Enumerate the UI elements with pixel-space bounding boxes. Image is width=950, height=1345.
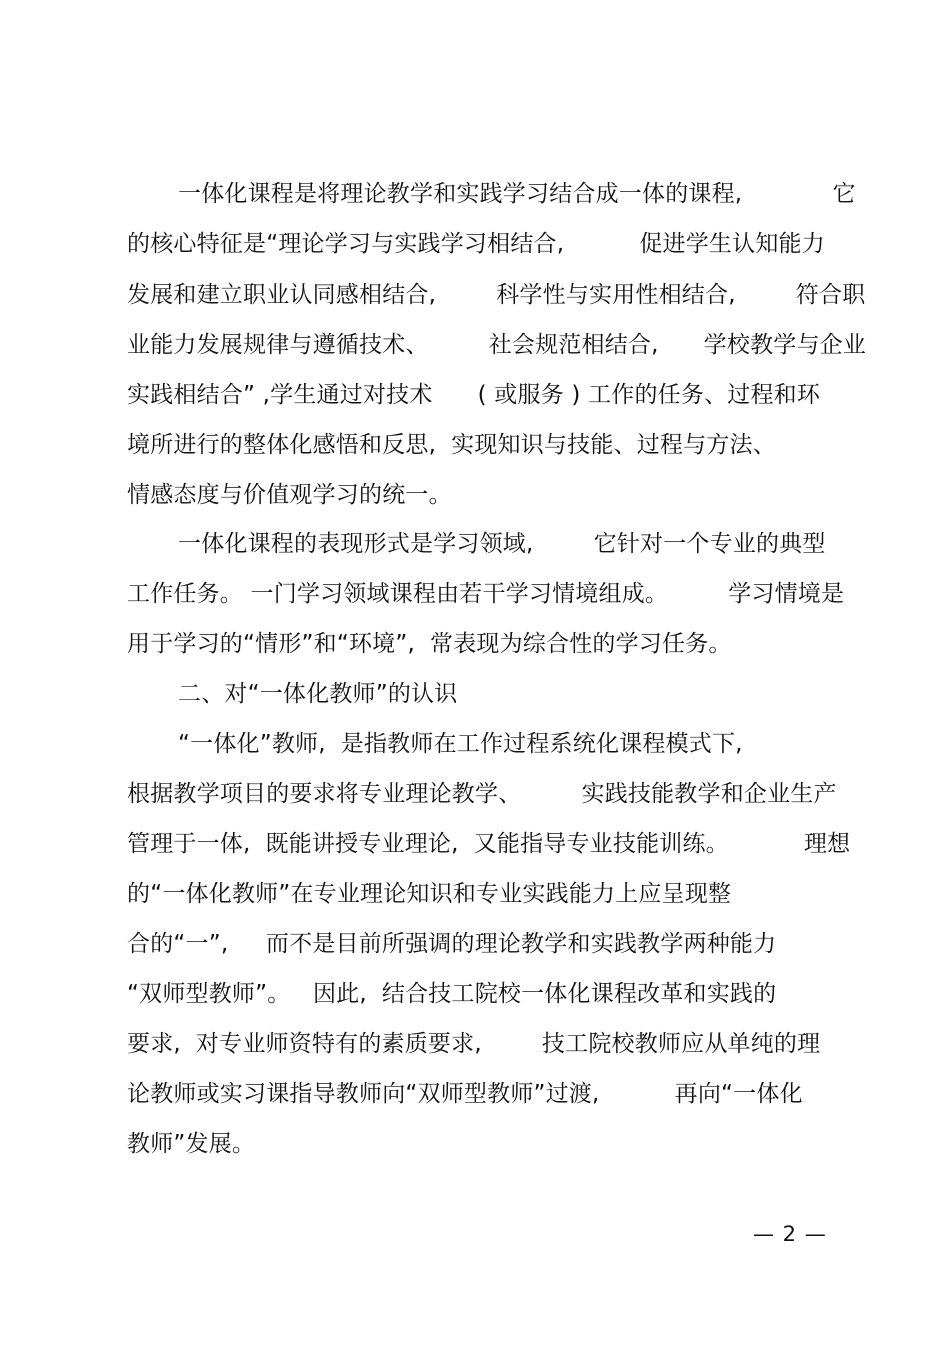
paragraph-line: 管理于一体, 既能讲授专业理论, 又能指导专业技能训练。 理想: [127, 831, 851, 857]
paragraph-line: 发展和建立职业认同感相结合, 科学性与实用性相结合, 符合职: [127, 282, 866, 308]
paragraph-line: 实践相结合” ,学生通过对技术 ( 或服务 ) 工作的任务、过程和环: [127, 382, 821, 408]
paragraph-line: 的“一体化教师”在专业理论知识和专业实践能力上应呈现整: [127, 881, 732, 907]
page-number: — 2 —: [753, 1222, 827, 1246]
paragraph-line: 一体化课程是将理论教学和实践学习结合成一体的课程, 它: [178, 181, 856, 207]
paragraph-line: 用于学习的“情形”和“环境”, 常表现为综合性的学习任务。: [127, 631, 732, 657]
paragraph-line: 教师”发展。: [127, 1131, 256, 1157]
paragraph-line: 要求, 对专业师资特有的素质要求, 技工院校教师应从单纯的理: [127, 1031, 821, 1057]
paragraph-line: 情感态度与价值观学习的统一。: [127, 482, 452, 508]
paragraph-line: 境所进行的整体化感悟和反思, 实现知识与技能、过程与方法、: [127, 432, 776, 458]
paragraph-line: “双师型教师”。 因此, 结合技工院校一体化课程改革和实践的: [127, 981, 777, 1007]
paragraph-line: 根据教学项目的要求将专业理论教学、 实践技能教学和企业生产: [127, 781, 837, 807]
paragraph-line: 的核心特征是“理论学习与实践学习相结合, 促进学生认知能力: [127, 231, 825, 257]
paragraph-line: 论教师或实习课指导教师向“双师型教师”过渡, 再向“一体化: [127, 1081, 803, 1107]
paragraph-line: “一体化”教师, 是指教师在工作过程系统化课程模式下,: [178, 731, 743, 757]
section-heading: 二、对“一体化教师”的认识: [178, 681, 458, 707]
paragraph-line: 一体化课程的表现形式是学习领域, 它针对一个专业的典型: [178, 531, 826, 557]
paragraph-line: 合的“一”, 而不是目前所强调的理论教学和实践教学两种能力: [127, 931, 777, 957]
paragraph-line: 业能力发展规律与遵循技术、 社会规范相结合, 学校教学与企业: [127, 332, 867, 358]
paragraph-line: 工作任务。 一门学习领域课程由若干学习情境组成。 学习情境是: [127, 581, 845, 607]
